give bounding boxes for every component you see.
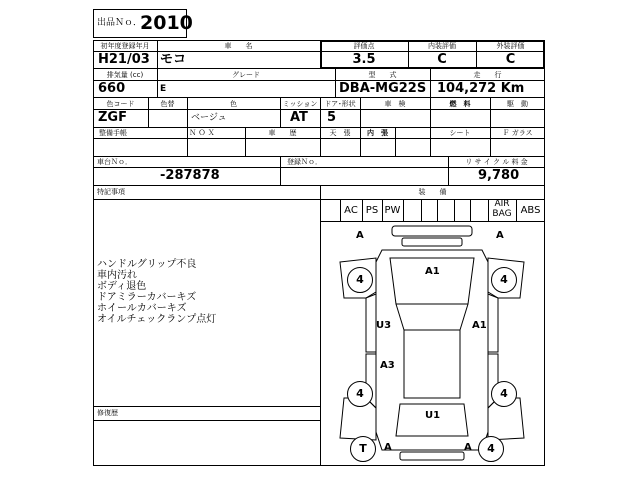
drive-header: 駆 動 [507,100,528,108]
color-code-header: 色コード [106,100,135,108]
remark-line: ハンドルグリップ不良 [97,259,197,270]
awning-header: 天 張 [329,129,351,137]
remark-line: ボディ退色 [97,281,147,292]
color-header: 色 [230,100,237,108]
mark-rear: U1 [425,410,441,421]
remark-line: ドアミラーカバーキズ [97,292,197,303]
repair-header: 修復歴 [97,409,118,417]
doors-value: 5 [327,110,337,125]
equip-airbag: AIR BAG [492,199,512,219]
recycle-value: 9,780 [478,168,520,183]
capacity-header: 車 検 [384,100,406,108]
seat-header: シート [449,129,471,137]
spare-tire: 4 [478,436,504,462]
exterior-header: 外装評価 [496,42,525,50]
mileage-value: 104,272 Km [437,81,525,96]
doors-header: ドア･形状 [324,100,356,108]
fuel-header: 燃 料 [449,100,471,108]
model-header: 型 式 [368,71,397,79]
lot-number-box [93,9,193,38]
interior-header: 内装評価 [428,42,456,50]
score-value: 3.5 [352,52,376,67]
exterior-value: C [505,52,516,67]
registration-header: 登録Ｎｏ． [287,158,322,166]
equip-ps: PS [365,205,379,216]
remarks-header: 特記事項 [97,188,125,196]
car-name-value: モコ [160,52,187,67]
tire-label: T [350,436,376,462]
grade-value: E [160,84,167,94]
transmission-header: ミッション [282,100,318,108]
remark-line: オイルチェックランプ点灯 [97,314,217,325]
displacement-header: 排気量 (cc) [106,71,144,79]
equipment-header: 装 備 [418,188,447,196]
mark-left-front-door: U3 [376,320,392,331]
tire-front-right: 4 [491,267,517,293]
interior-value: C [437,52,447,67]
score-header: 評価点 [353,42,375,50]
mark-left-rear-door: A3 [380,360,395,371]
transmission-value: AT [290,110,308,125]
mark-rear-left: A [384,442,392,453]
tire-rear-right: 4 [491,381,517,407]
grade-header: グレード [232,71,260,79]
mark-rear-right: A [464,442,472,453]
equip-pw: PW [384,205,401,216]
equip-abs: ABS [520,205,541,216]
chassis-header: 車台Ｎｏ． [97,158,132,166]
history-header: 車 歴 [268,129,297,137]
displacement-value: 660 [98,81,126,96]
lot-number: 2010 [140,12,193,34]
mark-right-door: A1 [472,320,487,331]
color-code-value: ZGF [98,110,127,125]
color-value: ベージュ [191,113,227,123]
first-reg-header: 初年度登録年月 [100,42,150,50]
recycle-header: リ サ イ ク ル 料 金 [465,158,528,166]
first-reg-value: H21/03 [98,52,150,67]
chassis-value: -287878 [160,168,220,183]
color-change-header: 色替 [160,100,175,108]
nox-header: Ｎ Ｏ Ｘ [189,129,215,137]
glass-header: Ｆ ガラス [502,129,533,137]
interior-trim-header: 内 張 [367,129,388,137]
mark-hood: A1 [425,266,440,277]
tire-rear-left: 4 [347,381,373,407]
manual-header: 整備手帳 [99,129,127,137]
mark-front-left: A [356,230,364,241]
remark-line: 車内汚れ [97,270,137,281]
model-value: DBA-MG22S [339,81,427,96]
equip-ac: AC [344,205,358,216]
car-name-header: 車 名 [224,42,253,50]
mark-front-right: A [496,230,504,241]
tire-front-left: 4 [347,267,373,293]
mileage-header: 走 行 [473,71,502,79]
remark-line: ホイールカバーキズ [97,303,187,314]
lot-number-label: 出品Ｎｏ． [97,18,143,28]
car-damage-diagram [320,222,545,466]
